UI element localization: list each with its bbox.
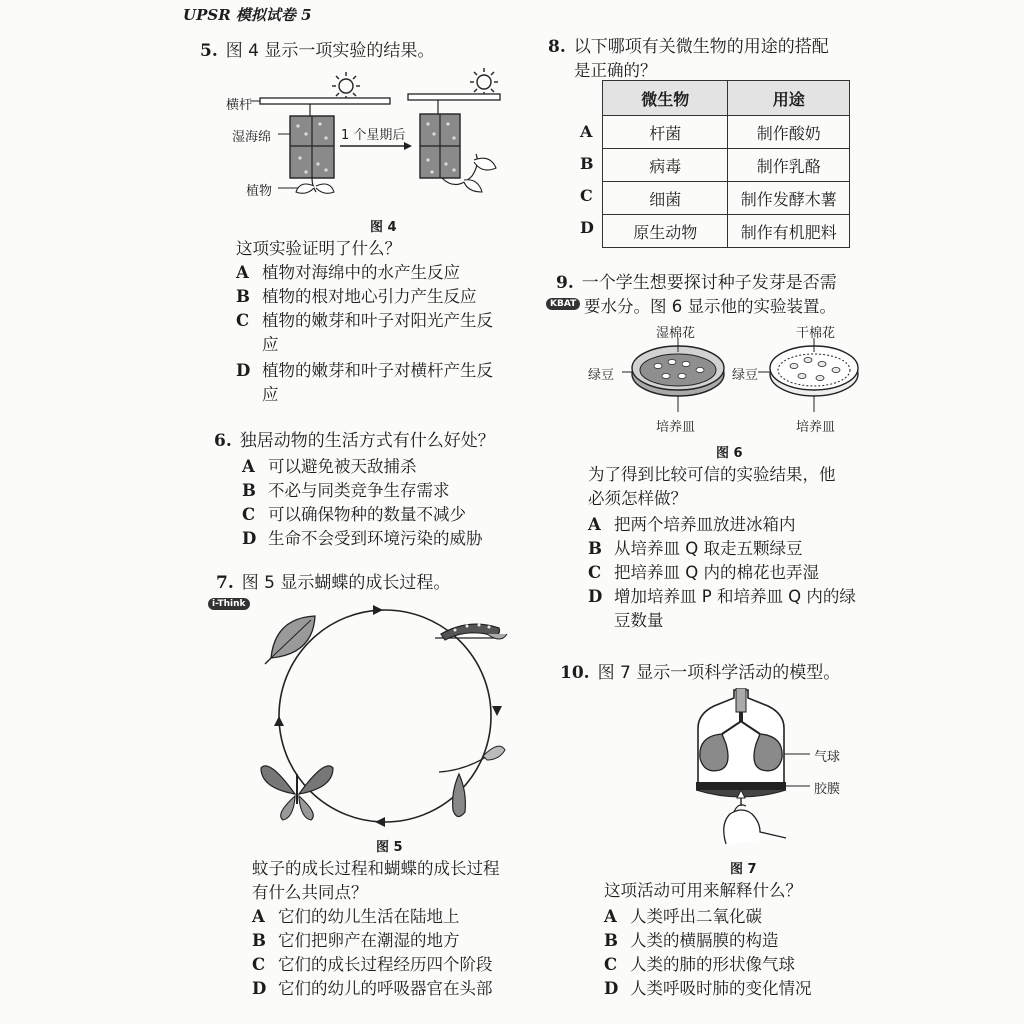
table-cell: 制作酸奶 xyxy=(728,116,850,149)
table-row xyxy=(603,182,850,215)
label-mung-bean-left: 绿豆 xyxy=(588,368,615,383)
label-wet-sponge: 湿海绵 xyxy=(232,130,272,145)
label-mung-bean-right: 绿豆 xyxy=(732,368,759,383)
question-10-prompt: 这项活动可用来解释什么？ xyxy=(604,881,802,900)
question-8-option-d[interactable]: D xyxy=(580,218,594,237)
question-9-option-d[interactable]: D 增加培养皿 P 和培养皿 Q 内的绿 xyxy=(588,587,856,606)
question-7-heading xyxy=(216,572,450,594)
question-8-option-c[interactable]: C xyxy=(580,186,593,205)
table-cell: 细菌 xyxy=(603,182,728,215)
question-5-option-c-continued: 应 xyxy=(262,335,279,354)
question-9-prompt-line1: 为了得到比较可信的实验结果，他 xyxy=(588,465,836,484)
table-row xyxy=(603,149,850,182)
question-5-option-a[interactable]: A 植物对海绵中的水产生反应 xyxy=(236,263,460,282)
sun-icon-right xyxy=(470,68,498,96)
question-6-text: 独居动物的生活方式有什么好处？ xyxy=(239,431,495,451)
i-think-badge: i-Think xyxy=(208,598,250,610)
question-10-number: 10. xyxy=(560,663,590,683)
question-10-option-c[interactable]: C 人类的肺的形状像气球 xyxy=(604,955,795,974)
question-5-option-c[interactable]: C 植物的嫩芽和叶子对阳光产生反 xyxy=(236,311,493,330)
question-7-option-c[interactable]: C 它们的成长过程经历四个阶段 xyxy=(252,955,493,974)
label-wet-cotton: 湿棉花 xyxy=(656,326,696,341)
label-dry-cotton: 干棉花 xyxy=(796,326,836,341)
label-balloon: 气球 xyxy=(814,750,841,765)
question-9-option-d-continued: 豆数量 xyxy=(614,611,664,630)
question-10-option-a[interactable]: A 人类呼出二氧化碳 xyxy=(604,907,762,926)
table-header-use: 用途 xyxy=(728,81,850,116)
figure-6-caption: 图 6 xyxy=(716,446,743,461)
question-7-prompt-line1: 蚊子的成长过程和蝴蝶的成长过程 xyxy=(252,859,500,878)
question-9-option-c[interactable]: C 把培养皿 Q 内的棉花也弄湿 xyxy=(588,563,819,582)
label-rod: 横杆 xyxy=(226,98,253,113)
question-8-option-a[interactable]: A xyxy=(580,122,593,141)
table-row xyxy=(603,116,850,149)
question-6-option-a[interactable]: A 可以避免被天敌捕杀 xyxy=(242,457,417,476)
table-cell: 原生动物 xyxy=(603,215,728,248)
question-7-option-d[interactable]: D 它们的幼儿的呼吸器官在头部 xyxy=(252,979,493,998)
question-10-heading xyxy=(560,662,840,684)
caterpillar-icon xyxy=(435,624,507,641)
kbat-badge: KBAT xyxy=(546,298,580,310)
table-cell: 制作乳酪 xyxy=(728,149,850,182)
question-5-prompt: 这项实验证明了什么？ xyxy=(236,239,401,258)
question-6-number: 6. xyxy=(214,431,232,451)
label-rubber-membrane: 胶膜 xyxy=(814,782,841,797)
figure-7-caption: 图 7 xyxy=(730,862,757,877)
question-5-option-b[interactable]: B 植物的根对地心引力产生反应 xyxy=(236,287,477,306)
label-one-week-later: 1 个星期后 xyxy=(341,128,406,143)
question-5-option-d[interactable]: D 植物的嫩芽和叶子对横杆产生反 xyxy=(236,361,493,380)
question-8-text-line2: 是正确的？ xyxy=(574,61,657,80)
label-petri-dish-right: 培养皿 xyxy=(796,420,836,435)
question-6-option-b[interactable]: B 不必与同类竞争生存需求 xyxy=(242,481,450,500)
question-8-text-line1: 以下哪项有关微生物的用途的搭配 xyxy=(573,37,829,57)
table-row xyxy=(603,215,850,248)
question-7-prompt-line2: 有什么共同点？ xyxy=(252,883,368,902)
microorganism-table xyxy=(602,80,850,248)
question-8-number: 8. xyxy=(548,37,566,57)
page-header: UPSR 模拟试卷 5 xyxy=(183,6,312,24)
leaf-with-eggs-icon xyxy=(265,616,315,664)
table-header-row xyxy=(603,81,850,116)
question-9-prompt-line2: 必须怎样做？ xyxy=(588,489,687,508)
label-petri-dish-left: 培养皿 xyxy=(656,420,696,435)
question-6-option-d[interactable]: D 生命不会受到环境污染的威胁 xyxy=(242,529,483,548)
question-8-heading xyxy=(548,36,829,58)
question-10-option-d[interactable]: D 人类呼吸时肺的变化情况 xyxy=(604,979,812,998)
table-cell: 杆菌 xyxy=(603,116,728,149)
question-9-text-line2: 要水分。图 6 显示他的实验装置。 xyxy=(584,297,836,316)
question-7-number: 7. xyxy=(216,573,234,593)
figure-7-lung-model xyxy=(690,688,820,848)
question-5-text: 图 4 显示一项实验的结果。 xyxy=(225,41,435,61)
question-7-option-a[interactable]: A 它们的幼儿生活在陆地上 xyxy=(252,907,460,926)
question-8-option-b[interactable]: B xyxy=(580,154,594,173)
table-header-microorganism: 微生物 xyxy=(603,81,728,116)
question-9-option-b[interactable]: B 从培养皿 Q 取走五颗绿豆 xyxy=(588,539,803,558)
question-5-number: 5. xyxy=(200,41,218,61)
label-plant: 植物 xyxy=(246,184,273,199)
figure-5-caption: 图 5 xyxy=(376,840,403,855)
question-7-text: 图 5 显示蝴蝶的成长过程。 xyxy=(241,573,451,593)
question-9-text-line1: 一个学生想要探讨种子发芽是否需 xyxy=(581,273,837,293)
question-6-heading xyxy=(214,430,495,452)
table-cell: 制作发酵木薯 xyxy=(728,182,850,215)
question-9-option-a[interactable]: A 把两个培养皿放进冰箱内 xyxy=(588,515,796,534)
question-9-heading xyxy=(556,272,837,294)
question-10-text: 图 7 显示一项科学活动的模型。 xyxy=(597,663,841,683)
question-5-option-d-continued: 应 xyxy=(262,385,279,404)
table-cell: 制作有机肥料 xyxy=(728,215,850,248)
question-5-heading xyxy=(200,40,434,62)
question-10-option-b[interactable]: B 人类的横膈膜的构造 xyxy=(604,931,779,950)
question-9-number: 9. xyxy=(556,273,574,293)
sun-icon-left xyxy=(332,72,360,100)
chrysalis-icon xyxy=(439,746,505,816)
question-6-option-c[interactable]: C 可以确保物种的数量不减少 xyxy=(242,505,466,524)
figure-5-butterfly-life-cycle xyxy=(255,598,525,830)
table-cell: 病毒 xyxy=(603,149,728,182)
question-7-option-b[interactable]: B 它们把卵产在潮湿的地方 xyxy=(252,931,460,950)
figure-4-caption: 图 4 xyxy=(370,220,397,235)
